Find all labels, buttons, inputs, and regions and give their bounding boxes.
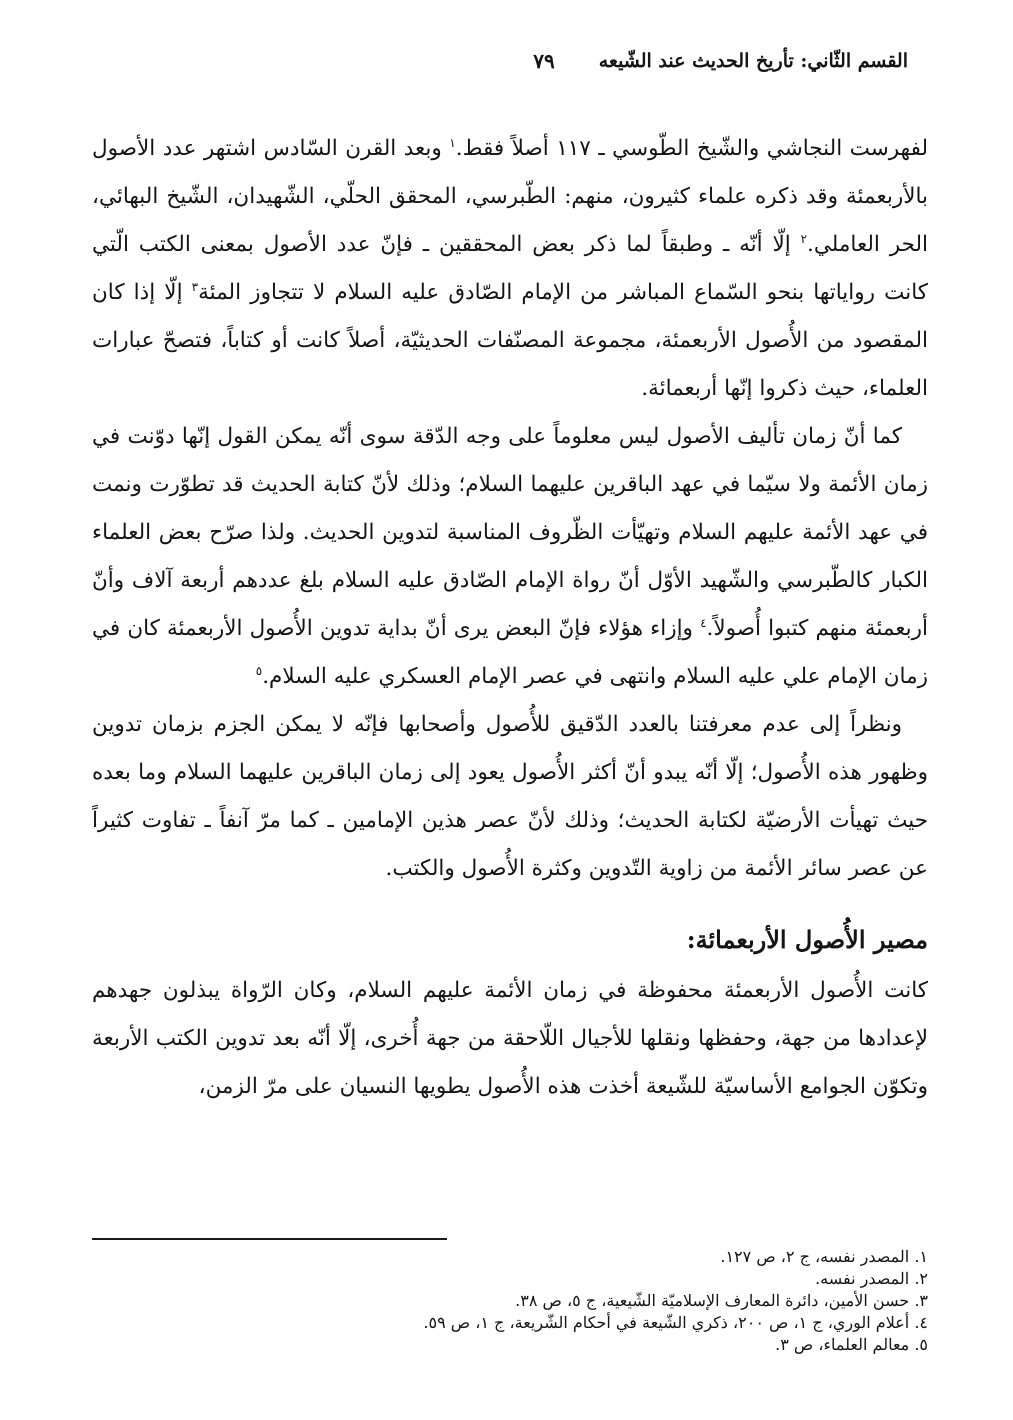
paragraph-4: كانت الأُصول الأربعمئة محفوظة في زمان الأئمة عليهم السلام، وكان الرّواة يبذلون جهدهم لإعدادها من جهة، وحفظها ونقلها للأجيال اللّاحقة من جهة أُخرى، إلّا أنّه بعد تدوين الكتب الأربعة وتكوّن الجوامع الأساسيّة للشّيعة أخذت هذه الأُصول يطويها النسيان على مرّ الزمن،	[92, 978, 928, 1099]
paragraph-1-text-c: إلّا أنّه ـ وطبقاً لما ذكر بعض المحققين ـ فإنّ عدد الأصول بمعنى الكتب الّتي كانت رواياتها بنحو السّماع المباشر من الإمام الصّادق عليه السلام لا تتجاوز المئة	[92, 232, 928, 305]
main-text	[92, 125, 928, 1111]
paragraph-1	[92, 125, 928, 413]
footnotes-list	[92, 1246, 928, 1356]
footnote-1: ١. المصدر نفسه، ج ٢، ص ١٢٧.	[720, 1247, 928, 1266]
paragraph-2-text-b: وإزاء هؤلاء فإنّ البعض يرى أنّ بداية تدوين الأُصول الأربعمئة كان في زمان الإمام علي عليه السلام وانتهى في عصر الإمام العسكري عليه السلام.	[92, 616, 928, 689]
paragraph-1-text-b: وبعد القرن السّادس اشتهر عدد الأصول بالأربعمئة وقد ذكره علماء كثيرون، منهم: الطّبرسي، المحقق الحلّي، الشّهيدان، الشّيخ البهائي، الحر العاملي.	[92, 136, 928, 257]
running-header	[92, 44, 908, 78]
footnote-ref-1: ١	[449, 135, 456, 150]
page-number: ٧٩	[533, 49, 555, 73]
footnote-ref-5: ٥	[255, 663, 263, 678]
footnote-ref-4: ٤	[700, 615, 707, 630]
footnote-5: ٥. معالم العلماء، ص ٣.	[775, 1335, 928, 1354]
footnote-3: ٣. حسن الأمين، دائرة المعارف الإسلاميّة الشّيعية، ج ٥، ص ٣٨.	[515, 1291, 928, 1310]
paragraph-1-text-d: إلّا إذا كان المقصود من الأُصول الأربعمئة، مجموعة المصنّفات الحديثيّة، أصلاً كانت أو كتاباً، فتصحّ عبارات العلماء، حيث ذكروا إنّها أربعمائة.	[92, 280, 928, 401]
paragraph-3: ونظراً إلى عدم معرفتنا بالعدد الدّقيق للأُصول وأصحابها فإنّه لا يمكن الجزم بزمان تدوين وظهور هذه الأُصول؛ إلّا أنّه يبدو أنّ أكثر الأُصول يعود إلى زمان الباقرين عليهما السلام وما بعده حيث تهيأت الأرضيّة لكتابة الحديث؛ وذلك لأنّ عصر هذين الإمامين ـ كما مرّ آنفاً ـ تفاوت كثيراً عن عصر سائر الأئمة من زاوية التّدوين وكثرة الأُصول والكتب.	[92, 712, 928, 881]
footnote-divider	[92, 1238, 447, 1240]
book-page	[92, 30, 928, 1400]
header-title: القسم الثّاني: تأريخ الحديث عند الشّيعه	[598, 50, 908, 72]
section-heading: مصير الأُصول الأربعمائة:	[686, 925, 928, 954]
footnote-ref-3: ٣	[191, 279, 199, 294]
paragraph-2-text-a: كما أنّ زمان تأليف الأصول ليس معلوماً على وجه الدّقة سوى أنّه يمكن القول إنّها دوّنت في زمان الأئمة ولا سيّما في عهد الباقرين عليهما السلام؛ وذلك لأنّ كتابة الحديث قد تطوّرت ونمت في عهد الأئمة عليهم السلام وتهيّأت الظّروف المناسبة لتدوين الحديث. ولذا صرّح بعض العلماء الكبار كالطّبرسي والشّهيد الأوّل أنّ رواة الإمام الصّادق عليه السلام بلغ عددهم أربعة آلاف وأنّ أربعمئة منهم كتبوا أُصولاً.	[92, 424, 929, 641]
paragraph-1-text-a: لفهرست النجاشي والشّيخ الطّوسي ـ ١١٧ أصلاً فقط.	[455, 136, 929, 161]
paragraph-2	[92, 413, 928, 701]
footnote-4: ٤. أعلام الوري، ج ١، ص ٢٠٠، ذكري الشّيعة في أحكام الشّريعة، ج ١، ص ٥٩.	[423, 1313, 928, 1332]
footnote-2: ٢. المصدر نفسه.	[815, 1269, 928, 1288]
footnote-ref-2: ٢	[800, 231, 808, 246]
